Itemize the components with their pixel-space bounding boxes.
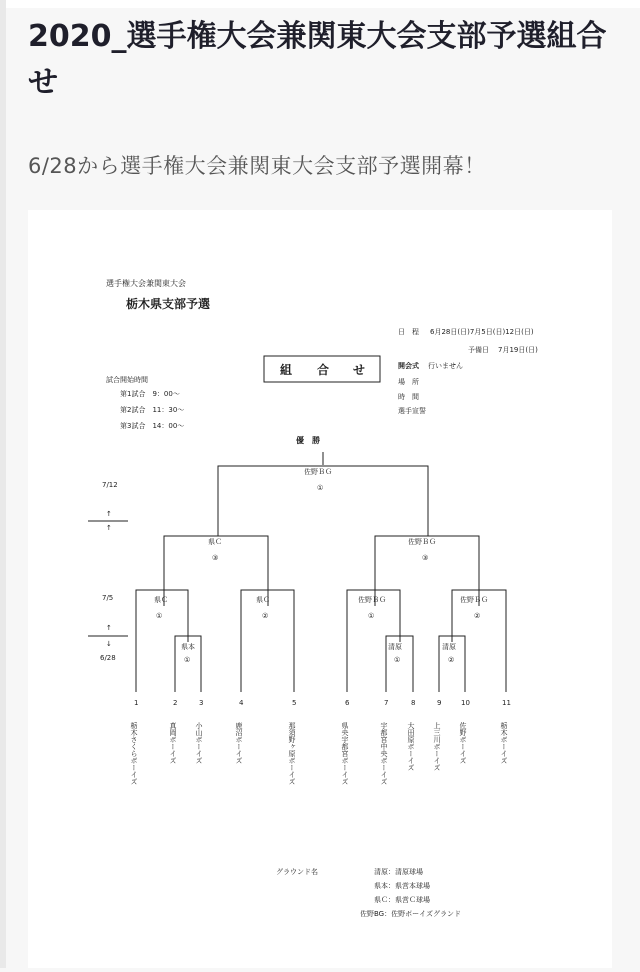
team-3	[195, 699, 204, 764]
top-bar	[0, 0, 640, 8]
doc-header-big: 栃木県支部予選	[126, 297, 211, 311]
team-4	[235, 699, 244, 764]
team-7	[380, 699, 388, 785]
schedule-reserve-label: 予備日	[468, 346, 489, 354]
ceremony-label: 開会式	[398, 362, 419, 370]
semi-1-no: ③	[212, 554, 219, 562]
ground-3: 県Ｃ：県営Ｃ球場	[374, 896, 430, 904]
svg-text:小山ボーイズ: 小山ボーイズ	[195, 722, 203, 764]
svg-text:那須野ヶ原ボーイズ: 那須野ヶ原ボーイズ	[288, 722, 296, 785]
svg-text:10: 10	[461, 699, 470, 707]
svg-text:↑: ↑	[106, 510, 112, 518]
first-3-name: 清原	[442, 643, 456, 651]
quarter-2-name: 県Ｃ	[256, 596, 270, 604]
svg-text:大田原ボーイズ: 大田原ボーイズ	[407, 722, 415, 771]
quarter-4-name: 佐野ＢＧ	[460, 596, 488, 604]
oath-label: 選手宣誓	[398, 407, 426, 415]
ground-4: 佐野BG：佐野ボーイズグランド	[360, 910, 462, 918]
start-time-2: 第2試合 11：30～	[120, 406, 185, 414]
date-6-28: 6/28	[100, 654, 116, 662]
bracket-q3	[347, 590, 400, 692]
place-label: 場 所	[398, 378, 419, 386]
svg-text:栃木さくらボーイズ: 栃木さくらボーイズ	[130, 722, 138, 785]
team-9	[433, 699, 441, 771]
team-6	[341, 699, 350, 785]
kumiawase-1: 組	[280, 363, 293, 377]
team-8	[407, 699, 415, 771]
schedule-reserve-value: 7月19日(日)	[498, 346, 538, 354]
team-2	[169, 699, 178, 764]
team-10	[459, 699, 470, 764]
bracket-document-image	[28, 210, 612, 968]
quarter-3-no: ①	[368, 612, 375, 620]
start-time-3: 第3試合 14：00～	[120, 422, 185, 430]
quarter-1-no: ①	[156, 612, 163, 620]
svg-text:7: 7	[384, 699, 389, 707]
svg-text:8: 8	[411, 699, 416, 707]
svg-text:県央宇都宮ボーイズ: 県央宇都宮ボーイズ	[341, 722, 349, 785]
bracket-svg	[28, 210, 612, 968]
article-lead: 6/28から選手権大会兼関東大会支部予選開幕！	[28, 154, 486, 178]
team-1	[130, 699, 138, 785]
quarter-4-no: ②	[474, 612, 481, 620]
kumiawase-3: せ	[353, 363, 366, 377]
svg-text:↑: ↑	[106, 524, 112, 532]
svg-text:上三川ボーイズ: 上三川ボーイズ	[433, 722, 441, 771]
svg-text:↓: ↓	[106, 640, 112, 648]
svg-text:4: 4	[239, 699, 244, 707]
svg-text:真岡ボーイズ: 真岡ボーイズ	[169, 722, 177, 764]
kumiawase-2: 合	[317, 363, 330, 377]
final-label: 優 勝	[296, 436, 320, 445]
ground-2: 県本：県営本球場	[374, 882, 430, 890]
schedule-dates-value: 6月28日(日)7月5日(日)12日(日)	[430, 328, 534, 336]
article-title: 2020_選手権大会兼関東大会支部予選組合せ	[28, 19, 607, 100]
first-1-no: ①	[184, 656, 191, 664]
svg-text:佐野ボーイズ: 佐野ボーイズ	[459, 722, 467, 764]
svg-text:栃木ボーイズ: 栃木ボーイズ	[500, 722, 508, 764]
svg-text:鹿沼ボーイズ: 鹿沼ボーイズ	[235, 722, 243, 764]
schedule-dates-label: 日 程	[398, 328, 419, 336]
svg-text:6: 6	[345, 699, 350, 707]
svg-text:9: 9	[437, 699, 442, 707]
ceremony-value: 行いません	[428, 362, 463, 370]
first-1-name: 県本	[181, 643, 195, 651]
svg-text:2: 2	[173, 699, 178, 707]
team-11	[500, 699, 511, 764]
first-2-no: ①	[394, 656, 401, 664]
start-time-1: 第1試合 9：00～	[120, 390, 180, 398]
bracket-q1	[136, 590, 191, 692]
svg-text:3: 3	[199, 699, 204, 707]
bracket-semi-1	[164, 536, 268, 606]
semi-2-name: 佐野ＢＧ	[408, 538, 436, 546]
bracket-final-line	[218, 466, 428, 536]
svg-text:↑: ↑	[106, 624, 112, 632]
first-3-no: ②	[448, 656, 455, 664]
quarter-1-name: 県Ｃ	[154, 596, 168, 604]
quarter-3-name: 佐野ＢＧ	[358, 596, 386, 604]
start-times-title: 試合開始時間	[106, 376, 148, 384]
ground-1: 清原：清原球場	[374, 868, 423, 876]
svg-text:5: 5	[292, 699, 297, 707]
doc-header-small: 選手権大会兼関東大会	[106, 279, 186, 288]
svg-text:11: 11	[502, 699, 511, 707]
left-edge	[0, 0, 6, 968]
quarter-2-no: ②	[262, 612, 269, 620]
svg-text:宇都宮中央ボーイズ: 宇都宮中央ボーイズ	[380, 722, 388, 785]
team-5	[288, 699, 296, 785]
final-ground-no: ①	[317, 484, 324, 492]
date-7-12: 7/12	[102, 481, 118, 489]
svg-text:1: 1	[134, 699, 139, 707]
semi-2-no: ③	[422, 554, 429, 562]
grounds-title: グラウンド名	[276, 868, 318, 876]
date-7-5: 7/5	[102, 594, 114, 602]
final-winner: 佐野ＢＧ	[304, 468, 332, 476]
first-2-name: 清原	[388, 643, 402, 651]
time-label: 時 間	[398, 393, 419, 401]
semi-1-name: 県Ｃ	[208, 538, 222, 546]
